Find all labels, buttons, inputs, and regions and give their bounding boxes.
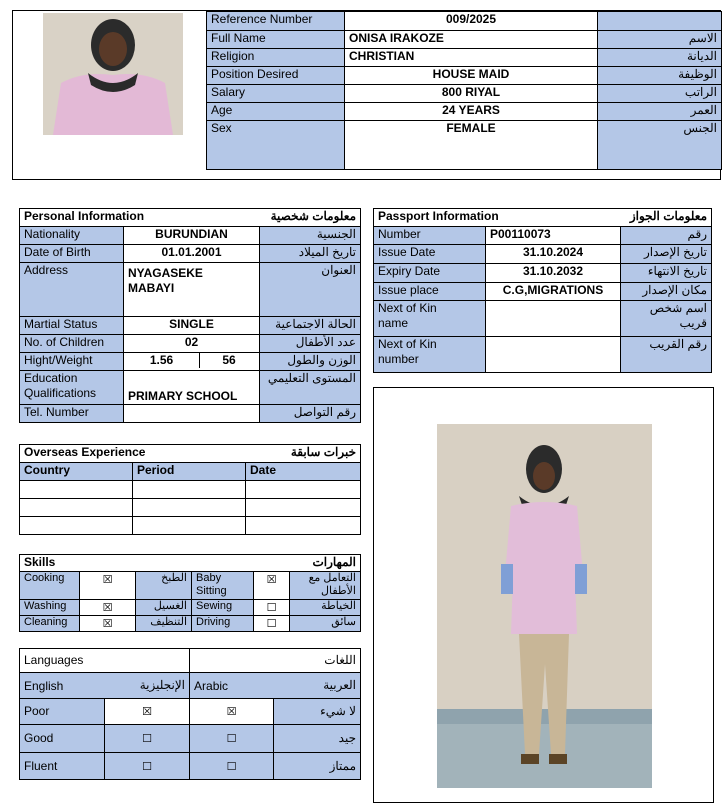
- passport-info-header: [374, 209, 712, 227]
- lang-english-ar: الإنجليزية: [105, 673, 190, 699]
- personal-info-title: Personal Information: [24, 209, 145, 223]
- address-line-2: MABAYI: [128, 281, 175, 295]
- languages-title: Languages: [20, 649, 190, 673]
- salary-arabic: الراتب: [598, 85, 722, 103]
- lang-arabic-good-checkbox[interactable]: ☐: [190, 725, 274, 753]
- edu-ar: المستوى التعليمي: [260, 371, 361, 405]
- hw-label: Hight/Weight: [20, 353, 124, 371]
- ref-value: 009/2025: [345, 12, 598, 31]
- issue-place-value: C.G,MIGRATIONS: [486, 283, 621, 301]
- marital-label: Martial Status: [20, 317, 124, 335]
- sex-value: FEMALE: [345, 121, 598, 170]
- overseas-row: [20, 481, 361, 499]
- skill-cleaning-ar: التنظيف: [136, 616, 192, 632]
- lang-arabic-fluent-checkbox[interactable]: ☐: [190, 753, 274, 780]
- age-value: 24 YEARS: [345, 103, 598, 121]
- skill-row: [20, 616, 361, 632]
- passport-number-label: Number: [374, 227, 486, 245]
- lang-level-row: [20, 699, 361, 725]
- overseas-row: [20, 499, 361, 517]
- edu-value: PRIMARY SCHOOL: [124, 371, 260, 405]
- overseas-cell: [20, 517, 133, 535]
- languages-table: [19, 648, 360, 780]
- lang-good-ar: جيد: [274, 725, 361, 753]
- portrait-figure: [43, 13, 183, 135]
- portrait-photo: [43, 13, 183, 135]
- issue-date-ar: تاريخ الإصدار: [621, 245, 712, 264]
- skill-babysitting-ar-1: التعامل مع: [308, 572, 356, 584]
- lang-arabic-ar: العربية: [274, 673, 361, 699]
- nationality-label: Nationality: [20, 227, 124, 245]
- lang-arabic-label: Arabic: [190, 673, 274, 699]
- header-table: [206, 11, 721, 170]
- ref-arabic: [598, 12, 722, 31]
- edu-label: [20, 371, 124, 405]
- address-line-1: NYAGASEKE: [128, 266, 203, 280]
- position-arabic: الوظيفة: [598, 67, 722, 85]
- skill-cleaning-label: Cleaning: [20, 616, 80, 632]
- skill-babysitting-label: Baby Sitting: [192, 572, 254, 600]
- kin-name-label: [374, 301, 486, 337]
- address-value: [124, 263, 260, 317]
- skill-washing-checkbox[interactable]: ☒: [80, 600, 136, 616]
- personal-info-title-ar: معلومات شخصية: [270, 209, 356, 223]
- full-body-photo: [437, 424, 652, 788]
- salary-label: Salary: [207, 85, 345, 103]
- kin-name-ar-1: اسم شخص: [649, 301, 707, 315]
- position-value: HOUSE MAID: [345, 67, 598, 85]
- address-label: Address: [20, 263, 124, 317]
- name-label: Full Name: [207, 31, 345, 49]
- height-value: 1.56: [124, 353, 200, 368]
- passport-number-ar: رقم: [621, 227, 712, 245]
- kin-name-ar: [621, 301, 712, 337]
- skill-washing-label: Washing: [20, 600, 80, 616]
- skill-cooking-label: Cooking: [20, 572, 80, 600]
- overseas-cell: [246, 517, 361, 535]
- skill-sewing-label: Sewing: [192, 600, 254, 616]
- lang-fluent-label: Fluent: [20, 753, 105, 780]
- lang-english-fluent-checkbox[interactable]: ☐: [105, 753, 190, 780]
- issue-date-label: Issue Date: [374, 245, 486, 264]
- weight-value: 56: [222, 353, 236, 367]
- skill-driving-label: Driving: [192, 616, 254, 632]
- overseas-cell: [20, 481, 133, 499]
- skills-title-ar: المهارات: [312, 555, 356, 569]
- name-value: ONISA IRAKOZE: [345, 31, 598, 49]
- overseas-col-country: Country: [20, 463, 133, 481]
- issue-place-label: Issue place: [374, 283, 486, 301]
- overseas-table: [19, 444, 360, 535]
- edu-label-1: Education: [24, 371, 78, 385]
- age-arabic: العمر: [598, 103, 722, 121]
- lang-level-row: [20, 725, 361, 753]
- full-body-figure: [437, 424, 652, 788]
- skills-title: Skills: [24, 555, 56, 569]
- kin-name-ar-2: قريب: [679, 316, 707, 330]
- passport-number-value: P00110073: [486, 227, 621, 245]
- skill-row: [20, 572, 361, 600]
- lang-poor-label: Poor: [20, 699, 105, 725]
- lang-english-label: English: [20, 673, 105, 699]
- sex-arabic: الجنس: [598, 121, 722, 170]
- edu-label-2: Qualifications: [24, 386, 97, 400]
- lang-arabic-poor-checkbox[interactable]: ☒: [190, 699, 274, 725]
- expiry-date-value: 31.10.2032: [486, 264, 621, 283]
- skill-driving-checkbox[interactable]: ☐: [254, 616, 290, 632]
- children-value: 02: [124, 335, 260, 353]
- overseas-header: [20, 445, 361, 463]
- passport-info-title: Passport Information: [378, 209, 499, 223]
- nationality-value: BURUNDIAN: [124, 227, 260, 245]
- overseas-row: [20, 517, 361, 535]
- marital-ar: الحالة الاجتماعية: [260, 317, 361, 335]
- kin-name-label-1: Next of Kin: [378, 301, 437, 315]
- religion-arabic: الديانة: [598, 49, 722, 67]
- kin-number-label-1: Next of Kin: [378, 337, 437, 351]
- ref-label: Reference Number: [207, 12, 345, 31]
- lang-fluent-ar: ممتاز: [274, 753, 361, 780]
- personal-info-header: [20, 209, 361, 227]
- lang-english-poor-checkbox[interactable]: ☒: [105, 699, 190, 725]
- passport-info-title-ar: معلومات الجواز: [629, 209, 707, 223]
- lang-english-good-checkbox[interactable]: ☐: [105, 725, 190, 753]
- skill-row: [20, 600, 361, 616]
- position-label: Position Desired: [207, 67, 345, 85]
- skill-babysitting-checkbox[interactable]: ☒: [254, 572, 290, 600]
- skill-sewing-ar: الخياطة: [290, 600, 361, 616]
- skill-cooking-checkbox[interactable]: ☒: [80, 572, 136, 600]
- kin-number-label-2: number: [378, 352, 419, 366]
- kin-number-value: [486, 337, 621, 373]
- dob-value: 01.01.2001: [124, 245, 260, 263]
- overseas-cell: [133, 481, 246, 499]
- kin-name-label-2: name: [378, 316, 409, 330]
- dob-label: Date of Birth: [20, 245, 124, 263]
- tel-value: [124, 405, 260, 423]
- skill-washing-ar: الغسيل: [136, 600, 192, 616]
- children-label: No. of Children: [20, 335, 124, 353]
- age-label: Age: [207, 103, 345, 121]
- hw-ar: الوزن والطول: [260, 353, 361, 371]
- overseas-title-ar: خبرات سابقة: [290, 445, 356, 459]
- personal-info-table: [19, 208, 360, 423]
- overseas-col-date: Date: [246, 463, 361, 481]
- kin-number-ar: رقم القريب: [621, 337, 712, 373]
- overseas-cell: [246, 499, 361, 517]
- tel-label: Tel. Number: [20, 405, 124, 423]
- skill-babysitting-ar-2: الأطفال: [321, 585, 356, 597]
- religion-label: Religion: [207, 49, 345, 67]
- issue-date-value: 31.10.2024: [486, 245, 621, 264]
- skill-driving-ar: سائق: [290, 616, 361, 632]
- tel-ar: رقم التواصل: [260, 405, 361, 423]
- kin-name-value: [486, 301, 621, 337]
- languages-title-ar: اللغات: [190, 649, 361, 673]
- religion-value: CHRISTIAN: [345, 49, 598, 67]
- passport-info-table: [373, 208, 711, 373]
- children-ar: عدد الأطفال: [260, 335, 361, 353]
- skill-sewing-checkbox[interactable]: ☐: [254, 600, 290, 616]
- overseas-cell: [246, 481, 361, 499]
- lang-good-label: Good: [20, 725, 105, 753]
- skill-cleaning-checkbox[interactable]: ☒: [80, 616, 136, 632]
- skill-babysitting-ar: [290, 572, 361, 600]
- kin-number-label: [374, 337, 486, 373]
- marital-value: SINGLE: [124, 317, 260, 335]
- address-ar: العنوان: [260, 263, 361, 317]
- lang-poor-ar: لا شيء: [274, 699, 361, 725]
- overseas-col-period: Period: [133, 463, 246, 481]
- lang-level-row: [20, 753, 361, 780]
- overseas-cell: [133, 499, 246, 517]
- issue-place-ar: مكان الإصدار: [621, 283, 712, 301]
- skill-cooking-ar: الطبخ: [136, 572, 192, 600]
- overseas-cell: [20, 499, 133, 517]
- overseas-cell: [133, 517, 246, 535]
- expiry-date-ar: تاريخ الانتهاء: [621, 264, 712, 283]
- sex-label: Sex: [207, 121, 345, 170]
- expiry-date-label: Expiry Date: [374, 264, 486, 283]
- name-arabic: الاسم: [598, 31, 722, 49]
- skills-header: [20, 555, 361, 572]
- dob-ar: تاريخ الميلاد: [260, 245, 361, 263]
- overseas-title: Overseas Experience: [24, 445, 146, 459]
- salary-value: 800 RIYAL: [345, 85, 598, 103]
- hw-value: [124, 353, 260, 371]
- nationality-ar: الجنسية: [260, 227, 361, 245]
- skills-table: [19, 554, 360, 632]
